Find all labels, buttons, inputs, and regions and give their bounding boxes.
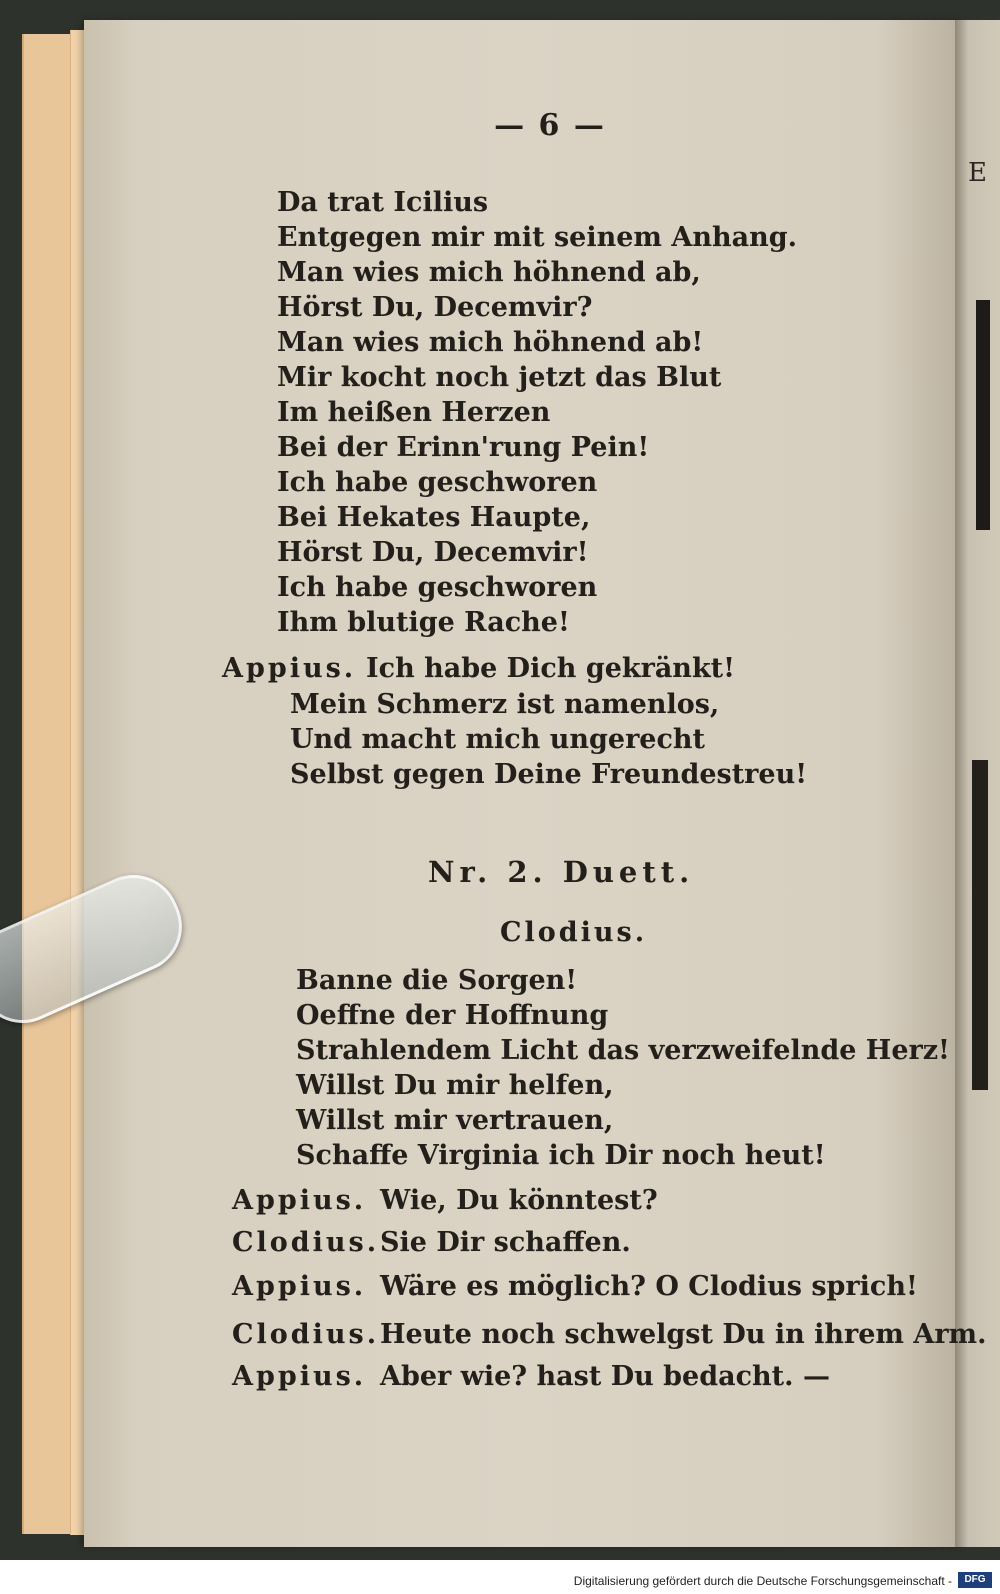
speaker-name: Clodius. bbox=[232, 1227, 380, 1258]
speaker-name: Appius. bbox=[232, 1271, 367, 1302]
verse-line: Hörst Du, Decemvir! bbox=[277, 537, 589, 568]
verse-line: Im heißen Herzen bbox=[277, 397, 551, 428]
verse-line: Selbst gegen Deine Freundestreu! bbox=[290, 759, 808, 790]
dialogue-line: Wäre es möglich? O Clodius sprich! bbox=[380, 1271, 918, 1302]
speaker-name: Appius. bbox=[232, 1361, 367, 1392]
verse-line: Da trat Icilius bbox=[277, 187, 489, 218]
section-heading: Nr. 2. Duett. bbox=[428, 855, 695, 889]
verse-line: Willst Du mir helfen, bbox=[296, 1070, 614, 1101]
verse-line: Mir kocht noch jetzt das Blut bbox=[277, 362, 722, 393]
verse-line: Und macht mich ungerecht bbox=[290, 724, 706, 755]
verse-line: Entgegen mir mit seinem Anhang. bbox=[277, 222, 798, 253]
verse-line: Man wies mich höhnend ab! bbox=[277, 327, 704, 358]
verse-line: Willst mir vertrauen, bbox=[296, 1105, 614, 1136]
speaker-name: Clodius. bbox=[232, 1319, 380, 1350]
speaker-name: Appius. bbox=[232, 1185, 367, 1216]
verse-line: Oeffne der Hoffnung bbox=[296, 1000, 609, 1031]
verse-line: Ich habe Dich gekränkt! bbox=[366, 653, 735, 684]
verse-line: Schaffe Virginia ich Dir noch heut! bbox=[296, 1140, 826, 1171]
verse-line: Strahlendem Licht das verzweifelnde Herz! bbox=[296, 1035, 950, 1066]
verse-line: Banne die Sorgen! bbox=[296, 965, 578, 996]
dialogue-line: Heute noch schwelgst Du in ihrem Arm. bbox=[380, 1319, 987, 1350]
dialogue-line: Sie Dir schaffen. bbox=[380, 1227, 631, 1258]
verse-line: Ich habe geschworen bbox=[277, 572, 598, 603]
verse-line: Man wies mich höhnend ab, bbox=[277, 257, 701, 288]
verse-line: Bei Hekates Haupte, bbox=[277, 502, 591, 533]
verse-line: Mein Schmerz ist namenlos, bbox=[290, 689, 720, 720]
dialogue-line: Aber wie? hast Du bedacht. — bbox=[380, 1361, 830, 1392]
dialogue-line: Wie, Du könntest? bbox=[380, 1185, 658, 1216]
verse-line: Ich habe geschworen bbox=[277, 467, 598, 498]
funding-notice: Digitalisierung gefördert durch die Deutsche Forschungsgemeinschaft - bbox=[573, 1574, 952, 1588]
page-number: — 6 — bbox=[494, 108, 606, 143]
facing-page-letter: E bbox=[968, 158, 987, 188]
speaker-name: Appius. bbox=[222, 653, 357, 684]
verse-line: Ihm blutige Rache! bbox=[277, 607, 570, 638]
verse-line: Bei der Erinn'rung Pein! bbox=[277, 432, 650, 463]
character-heading: Clodius. bbox=[500, 917, 648, 948]
verse-line: Hörst Du, Decemvir? bbox=[277, 292, 593, 323]
dfg-logo: DFG bbox=[958, 1572, 992, 1588]
